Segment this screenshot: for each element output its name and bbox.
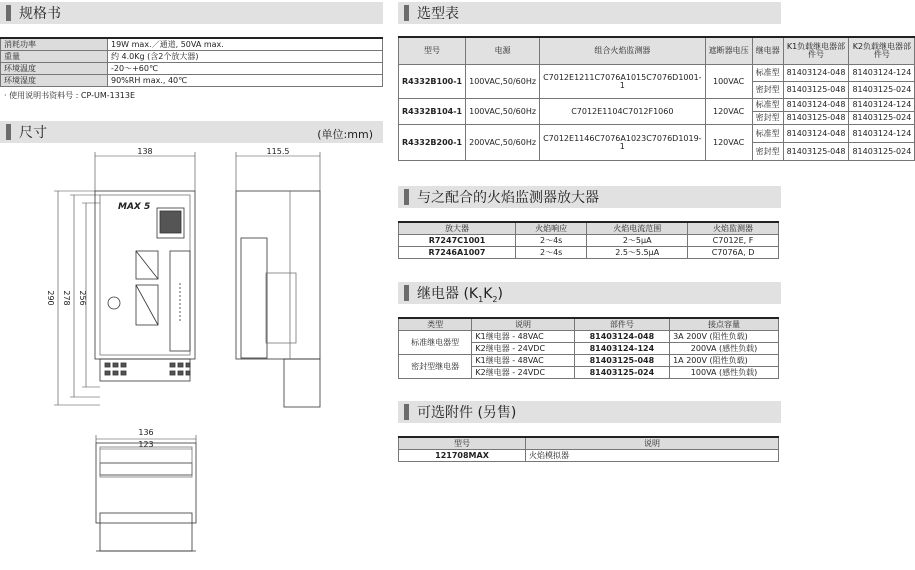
- response-cell: 2～4s: [515, 247, 586, 259]
- response-cell: 2～4s: [515, 235, 586, 247]
- acc-header: [398, 401, 781, 423]
- power-cell: 100VAC,50/60Hz: [466, 99, 540, 125]
- select-header: [398, 2, 781, 24]
- current-cell: 2～5μA: [587, 235, 688, 247]
- relay-title: 继电器 $(K_1K_2)$: [417, 285, 503, 304]
- table-header-row: [399, 37, 915, 65]
- capacity-cell: 100VA (感性负载): [670, 367, 779, 379]
- k1-part-cell: 81403124-048: [783, 99, 849, 112]
- relay-type-cell: 标准型: [752, 99, 783, 112]
- col-header: 遮断器电压: [705, 37, 752, 65]
- select-title: 选型表: [417, 6, 459, 22]
- current-cell: 2.5～5.5μA: [587, 247, 688, 259]
- power-cell: 200VAC,50/60Hz: [466, 125, 540, 161]
- amp-model-cell: R7247C1001: [399, 235, 516, 247]
- spec-key: 重量: [1, 51, 108, 63]
- section-bar: [404, 189, 409, 205]
- k1-part-cell: 81403125-048: [783, 143, 849, 161]
- detector-cell: C7076A, D: [688, 247, 779, 259]
- voltage-cell: 100VAC: [705, 65, 752, 99]
- capacity-cell: 200VA (感性负载): [670, 343, 779, 355]
- table-row: [399, 247, 779, 259]
- spec-value: 19W max.／通道, 50VA max.: [108, 38, 383, 51]
- display-screen: [160, 211, 181, 233]
- relay-type-cell: 密封型: [752, 82, 783, 99]
- relay-type-cell: 密封型: [752, 112, 783, 125]
- table-row: [399, 450, 779, 462]
- col-header: 火焰电流范围: [587, 222, 688, 235]
- table-row: [1, 75, 383, 87]
- k1-part-cell: 81403125-048: [783, 82, 849, 99]
- part-cell: 81403124-048: [574, 331, 669, 343]
- dim-label-h3: 256: [78, 290, 87, 306]
- dims-header: [0, 121, 383, 143]
- power-cell: 100VAC,50/60Hz: [466, 65, 540, 99]
- col-header: 电源: [466, 37, 540, 65]
- capacity-cell: 1A 200V (阻性负载): [670, 355, 779, 367]
- relay-table: [398, 317, 779, 379]
- relay-type-cell: 标准继电器型: [399, 331, 472, 355]
- amp-table: [398, 221, 779, 259]
- col-header: K1负载继电器部件号: [783, 37, 849, 65]
- table-row: [399, 65, 915, 82]
- relay-type-cell: 密封型: [752, 143, 783, 161]
- k2-part-cell: 81403124-124: [849, 65, 915, 82]
- table-header-row: [399, 222, 779, 235]
- table-row: [1, 63, 383, 75]
- k1-part-cell: 81403124-048: [783, 65, 849, 82]
- table-row: [399, 331, 779, 343]
- spec-value: 约 4.0Kg (含2个放大器): [108, 51, 383, 63]
- acc-table: [398, 436, 779, 462]
- dim-label-w4: 123: [138, 440, 154, 449]
- section-bar: [6, 124, 11, 140]
- side-view-outline: [236, 191, 320, 359]
- model-cell: R4332B104-1: [399, 99, 466, 125]
- k2-part-cell: 81403125-024: [849, 112, 915, 125]
- bottom-view-outline: [96, 443, 196, 523]
- col-header: K2负载继电器部件号: [849, 37, 915, 65]
- amp-title: 与之配合的火焰监测器放大器: [417, 190, 599, 206]
- col-header: 接点容量: [670, 318, 779, 331]
- section-bar: [404, 5, 409, 21]
- spec-header: [0, 2, 383, 24]
- bottom-terminal: [100, 359, 190, 381]
- select-table: [398, 36, 915, 161]
- table-header-row: [399, 437, 779, 450]
- detector-cell: C7012E1146C7076A1023C7076D1019-1: [540, 125, 706, 161]
- bottom-view-top: [100, 463, 192, 475]
- relay-header: [398, 282, 781, 304]
- dimension-drawing: [0, 143, 383, 568]
- spec-title: 规格书: [19, 6, 61, 22]
- spec-key: 环境湿度: [1, 75, 108, 87]
- part-cell: 81403125-048: [574, 355, 669, 367]
- col-header: 放大器: [399, 222, 516, 235]
- spec-value: 90%RH max., 40℃: [108, 75, 383, 87]
- spec-key: 消耗功率: [1, 38, 108, 51]
- dim-label-w3: 136: [138, 428, 154, 437]
- k2-part-cell: 81403125-024: [849, 143, 915, 161]
- dim-label-w2: 115.5: [266, 147, 290, 156]
- col-header: 火焰响应: [515, 222, 586, 235]
- relay-type-cell: 密封型继电器: [399, 355, 472, 379]
- dims-unit: (单位:mm): [317, 128, 373, 141]
- table-row: [399, 99, 915, 112]
- k2-part-cell: 81403124-124: [849, 125, 915, 143]
- table-row: [399, 125, 915, 143]
- spec-note: · 使用说明书资料号 : CP-UM-1313E: [4, 91, 136, 100]
- relay-desc-cell: K1继电器 - 48VAC: [472, 355, 574, 367]
- dim-label-h2: 278: [62, 290, 71, 306]
- spec-key: 环境温度: [1, 63, 108, 75]
- detector-cell: C7012E, F: [688, 235, 779, 247]
- table-row: [1, 38, 383, 51]
- col-header: 类型: [399, 318, 472, 331]
- col-header: 型号: [399, 37, 466, 65]
- bottom-view-base: [100, 513, 192, 551]
- model-cell: R4332B200-1: [399, 125, 466, 161]
- relay-desc-cell: K2继电器 - 24VDC: [472, 343, 574, 355]
- section-bar: [6, 5, 11, 21]
- logo-text: MAX 5: [118, 202, 151, 212]
- voltage-cell: 120VAC: [705, 99, 752, 125]
- spec-value: -20～+60℃: [108, 63, 383, 75]
- part-cell: 81403125-024: [574, 367, 669, 379]
- col-header: 火焰监测器: [688, 222, 779, 235]
- section-bar: [404, 404, 409, 420]
- part-cell: 81403124-124: [574, 343, 669, 355]
- reset-button-drawing: [108, 297, 120, 309]
- col-header: 部件号: [574, 318, 669, 331]
- dim-label-w1: 138: [137, 147, 153, 156]
- col-header: 继电器: [752, 37, 783, 65]
- acc-desc-cell: 火焰模拟器: [526, 450, 779, 462]
- col-header: 说明: [472, 318, 574, 331]
- model-cell: R4332B100-1: [399, 65, 466, 99]
- relay-type-cell: 标准型: [752, 125, 783, 143]
- side-base: [284, 359, 320, 407]
- k1-part-cell: 81403125-048: [783, 112, 849, 125]
- col-header: 型号: [399, 437, 526, 450]
- relay-desc-cell: K1继电器 - 48VAC: [472, 331, 574, 343]
- amp-header: [398, 186, 781, 208]
- table-row: [399, 355, 779, 367]
- table-row: [399, 235, 779, 247]
- section-bar: [404, 285, 409, 301]
- dims-title: 尺寸: [19, 125, 47, 141]
- col-header: 组合火焰监测器: [540, 37, 706, 65]
- k2-part-cell: 81403125-024: [849, 82, 915, 99]
- amp-model-cell: R7246A1007: [399, 247, 516, 259]
- voltage-cell: 120VAC: [705, 125, 752, 161]
- table-row: [1, 51, 383, 63]
- col-header: 说明: [526, 437, 779, 450]
- dim-label-h1: 290: [46, 290, 55, 306]
- relay-type-cell: 标准型: [752, 65, 783, 82]
- capacity-cell: 3A 200V (阻性负载): [670, 331, 779, 343]
- acc-model-cell: 121708MAX: [399, 450, 526, 462]
- k1-part-cell: 81403124-048: [783, 125, 849, 143]
- relay-desc-cell: K2继电器 - 24VDC: [472, 367, 574, 379]
- k2-part-cell: 81403124-124: [849, 99, 915, 112]
- detector-cell: C7012E1211C7076A1015C7076D1001-1: [540, 65, 706, 99]
- detector-cell: C7012E1104C7012F1060: [540, 99, 706, 125]
- spec-table: [0, 37, 383, 87]
- table-header-row: [399, 318, 779, 331]
- acc-title: 可选附件 (另售): [417, 405, 517, 421]
